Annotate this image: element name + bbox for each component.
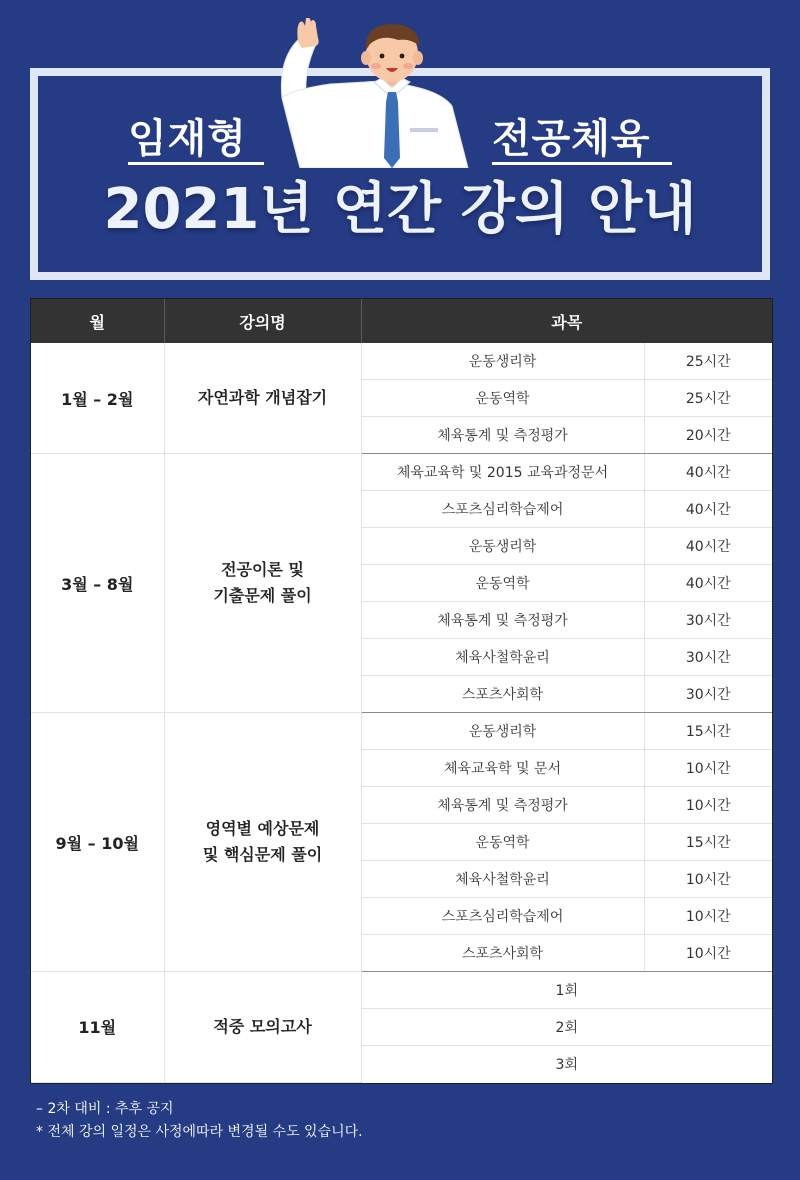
subject-title: 전공체육 [492,116,651,162]
instructor-name: 임재형 [128,116,247,162]
subject-cell: 운동생리학 [361,713,644,750]
hours-cell: 15시간 [644,824,772,861]
lecture-cell [164,713,361,972]
subject-cell: 운동역학 [361,824,644,861]
hours-cell: 30시간 [644,639,772,676]
subject-cell: 운동생리학 [361,528,644,565]
hours-cell: 10시간 [644,787,772,824]
table-row [31,343,772,380]
subject-cell: 체육교육학 및 문서 [361,750,644,787]
hours-cell: 10시간 [644,935,772,972]
subject-underline [492,162,672,165]
lecture-line: 자연과학 개념잡기 [197,388,328,407]
lecture-cell [164,972,361,1083]
subject-cell: 체육교육학 및 2015 교육과정문서 [361,454,644,491]
hours-cell: 40시간 [644,491,772,528]
lecture-cell [164,454,361,713]
header-lecture: 강의명 [164,299,361,343]
subject-cell: 3회 [555,1057,578,1073]
table-header-row [31,299,772,343]
notes [36,1098,363,1144]
hours-cell: 10시간 [644,898,772,935]
subject-cell: 스포츠심리학습제어 [361,898,644,935]
hours-cell: 25시간 [644,380,772,417]
subject-cell: 운동역학 [361,380,644,417]
page-title: 2021년 연간 강의 안내 [103,177,697,242]
schedule-table [30,298,773,1084]
month-cell: 9월 – 10월 [31,713,164,972]
header-subject: 과목 [361,299,772,343]
hours-cell: 10시간 [644,750,772,787]
note-line: – 2차 대비 : 추후 공지 [36,1101,174,1117]
schedule-body [31,343,772,1082]
lecture-line: 및 핵심문제 풀이 [202,845,323,864]
name-underline [128,162,264,165]
teacher-waving-illustration [270,18,480,168]
lecture-line: 적중 모의고사 [213,1016,312,1036]
subject-cell: 체육통계 및 측정평가 [361,787,644,824]
hours-cell: 25시간 [644,343,772,380]
note-line: * 전체 강의 일정은 사정에따라 변경될 수도 있습니다. [36,1124,363,1140]
subject-cell: 스포츠사회학 [361,935,644,972]
subject-cell: 스포츠사회학 [361,676,644,713]
hours-cell: 30시간 [644,676,772,713]
lecture-line: 영역별 예상문제 [205,819,320,838]
hours-cell: 30시간 [644,602,772,639]
subject-cell: 1회 [361,972,772,1009]
hours-cell: 15시간 [644,713,772,750]
table-row [31,972,772,1009]
subject-cell: 체육사철학윤리 [361,861,644,898]
table-row [31,454,772,491]
hours-cell: 20시간 [644,417,772,454]
hours-cell: 40시간 [644,528,772,565]
lecture-cell [164,343,361,454]
month-cell: 1월 – 2월 [31,343,164,454]
subject-cell: 운동역학 [361,565,644,602]
table-row [31,713,772,750]
lecture-line: 전공이론 및 [221,560,304,579]
subject-cell: 운동생리학 [361,343,644,380]
lecture-line: 기출문제 풀이 [213,586,312,605]
subject-cell: 체육사철학윤리 [361,639,644,676]
subject-cell: 체육통계 및 측정평가 [361,417,644,454]
subject-cell: 2회 [361,1009,772,1046]
header-month: 월 [31,299,164,343]
hours-cell: 10시간 [644,861,772,898]
month-cell: 11월 [31,972,164,1083]
subject-cell: 체육통계 및 측정평가 [361,602,644,639]
hours-cell: 40시간 [644,454,772,491]
subject-cell: 스포츠심리학습제어 [361,491,644,528]
hours-cell: 40시간 [644,565,772,602]
month-cell: 3월 – 8월 [31,454,164,713]
